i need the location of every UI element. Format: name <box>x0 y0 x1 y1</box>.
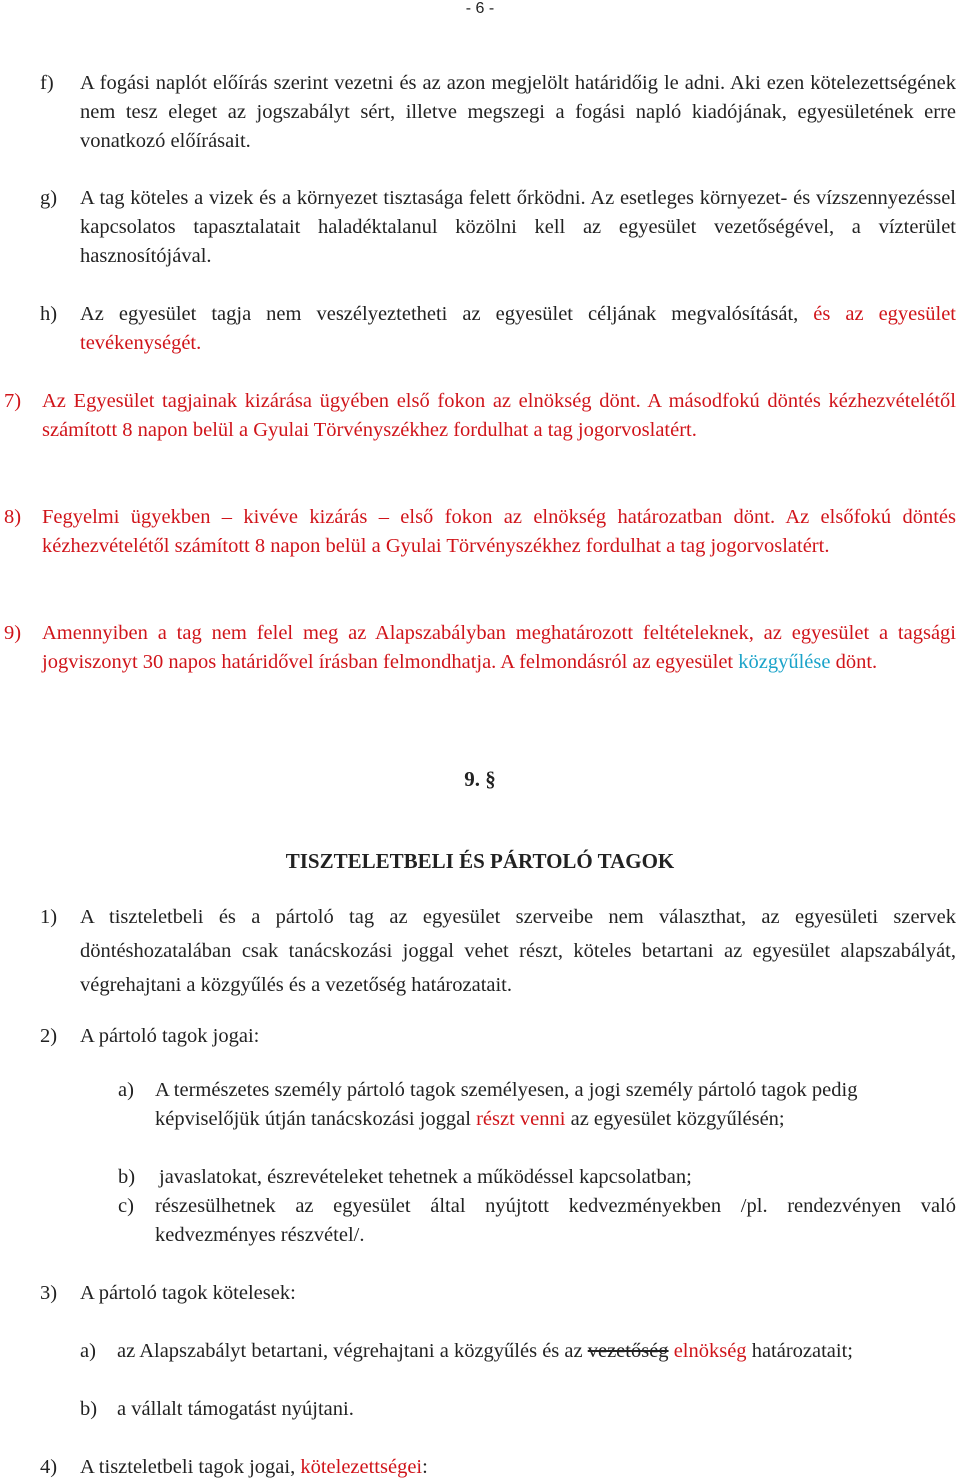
section-item-1 <box>40 900 956 1002</box>
sub-label: a) <box>80 1340 96 1362</box>
highlighted-word: közgyűlése <box>738 651 831 673</box>
paragraph-label: 7) <box>4 390 22 412</box>
item-label: 2) <box>40 1025 58 1047</box>
sub-text: javaslatokat, észrevételeket tehetnek a működéssel kapcsolatban; <box>159 1166 692 1188</box>
paragraph-text: Az Egyesület tagjainak kizárása ügyében első fokon az elnökség dönt. A másodfokú döntés kézhezvételétől számított 8 napon belül a Gyulai Törvényszékhez fordulhat a tag jogorvoslatért. <box>42 390 956 441</box>
section-item-2 <box>40 1022 956 1051</box>
paragraph-text: Amennyiben a tag nem felel meg az Alapszabályban meghatározott feltételeknek, az egyesület a tagsági jogviszonyt 30 napos határidővel írásban felmondhatja. A felmondásról az egyesület közgyűlése dönt. <box>42 622 956 673</box>
item-label: h) <box>40 303 58 325</box>
sub-label: b) <box>118 1166 136 1188</box>
item-text: A fogási naplót előírás szerint vezetni és az azon megjelölt határidőig le adni. Aki ezen kötelezettségének nem tesz eleget az jogszabályt sért, illetve megszegi a fogási napló kiadójának, egyesületének erre vonatkozó előírásait. <box>80 72 956 152</box>
sub-text: A természetes személy pártoló tagok személyesen, a jogi személy pártoló tagok pedig képviselőjük útján tanácskozási joggal részt venni az egyesület közgyűlésén; <box>155 1079 858 1130</box>
item-text: A tiszteletbeli és a pártoló tag az egyesület szerveibe nem választhat, az egyesületi szervek döntéshozatalában csak tanácskozási joggal vehet részt, köteles betartani az egyesület alapszabályát, végrehajtani a közgyűlés és a vezetőség határozatait. <box>80 906 956 996</box>
item-label: g) <box>40 187 58 209</box>
item-h <box>40 300 956 358</box>
added-text: és az egyesület tevékenységét. <box>80 303 956 354</box>
section-title: TISZTELETBELI ÉS PÁRTOLÓ TAGOK <box>285 849 675 873</box>
paragraph-label: 9) <box>4 622 22 644</box>
deleted-text: vezetőség <box>587 1340 669 1362</box>
item-text: A pártoló tagok kötelesek: <box>80 1282 296 1304</box>
added-text: részt venni <box>476 1108 566 1130</box>
item-text: A tiszteletbeli tagok jogai, kötelezettségei: <box>80 1456 428 1478</box>
paragraph-7 <box>4 387 956 445</box>
added-text: kötelezettségei <box>300 1456 423 1478</box>
item-text: A pártoló tagok jogai: <box>80 1025 260 1047</box>
paragraph-text: Fegyelmi ügyekben – kivéve kizárás – első fokon az elnökség határozatban dönt. Az elsőfokú döntés kézhezvételétől számított 8 napon belül a Gyulai Törvényszékhez fordulhat a tag jogorvoslatért. <box>42 506 956 557</box>
sub-text: az Alapszabályt betartani, végrehajtani a közgyűlés és az vezetőség elnökség határozatait; <box>117 1340 853 1362</box>
item-label: 1) <box>40 906 58 928</box>
sub-label: a) <box>118 1079 134 1101</box>
sub-item-2c <box>118 1192 956 1250</box>
item-g <box>40 184 956 271</box>
paragraph-9 <box>4 619 956 677</box>
added-text: elnökség <box>673 1340 747 1362</box>
sub-label: c) <box>118 1195 134 1217</box>
section-item-3 <box>40 1279 956 1308</box>
sub-text: részesülhetnek az egyesület által nyújtott kedvezményekben /pl. rendezvényen való kedvezményes részvétel/. <box>155 1195 956 1246</box>
sub-item-3b <box>80 1395 956 1424</box>
sub-item-3a <box>80 1337 956 1366</box>
item-label: 4) <box>40 1456 58 1478</box>
sub-item-2a <box>118 1076 898 1134</box>
sub-item-2b <box>118 1163 918 1192</box>
item-label: f) <box>40 72 54 94</box>
paragraph-label: 8) <box>4 506 22 528</box>
section-item-4 <box>40 1453 956 1482</box>
item-label: 3) <box>40 1282 58 1304</box>
sub-label: b) <box>80 1398 98 1420</box>
page-number: - 6 - <box>465 0 495 17</box>
item-text: A tag köteles a vizek és a környezet tisztasága felett őrködni. Az esetleges környezet- és vízszennyezéssel kapcsolatos tapasztalatait haladéktalanul közölni kell az egyesület vezetőségével, a vízterület hasznosítójával. <box>80 187 956 267</box>
sub-text: a vállalt támogatást nyújtani. <box>117 1398 354 1420</box>
section-number: 9. § <box>464 767 496 791</box>
item-f <box>40 69 956 156</box>
paragraph-8 <box>4 503 956 561</box>
item-text: Az egyesület tagja nem veszélyeztetheti az egyesület céljának megvalósítását, és az egyesület tevékenységét. <box>80 303 956 354</box>
